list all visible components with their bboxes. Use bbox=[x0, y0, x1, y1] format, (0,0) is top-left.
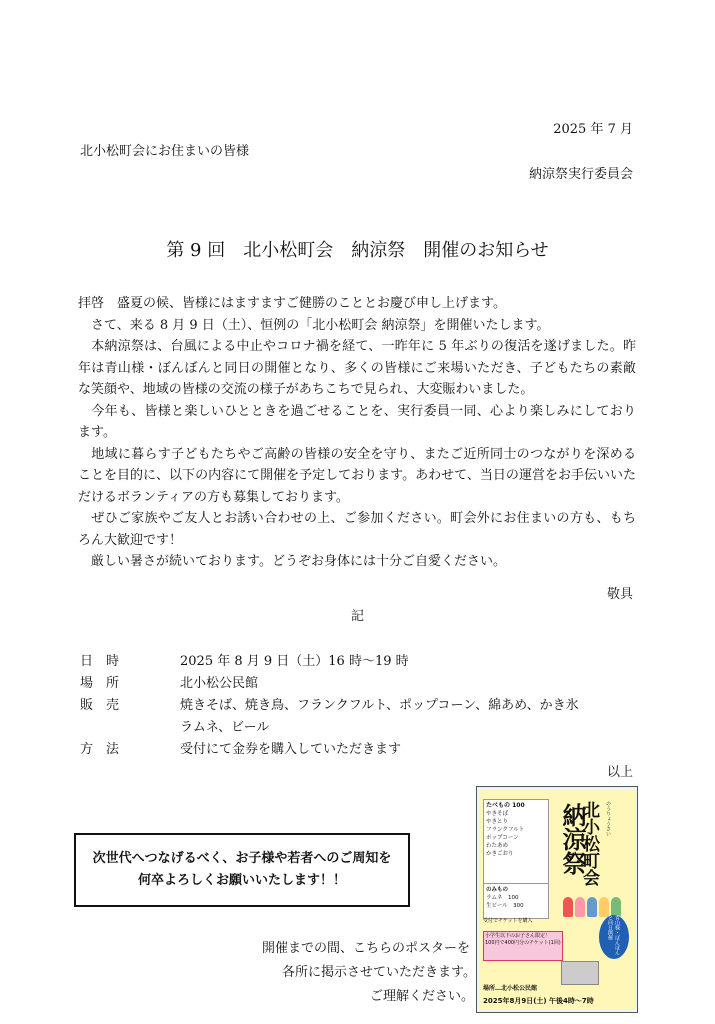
poster-venue: 場所…北小松公民館 bbox=[483, 985, 538, 992]
poster-note-line: 開催までの間、こちらのポスターを bbox=[262, 941, 471, 956]
body-paragraph: 拝啓 盛夏の候、皆様にはますますご健勝のこととお慶び申し上げます。 bbox=[78, 296, 506, 311]
detail-value: 2025 年 8 月 9 日（土）16 時～19 時 bbox=[180, 654, 409, 669]
kid-figure bbox=[599, 897, 609, 917]
poster-note-line: ご理解ください。 bbox=[370, 989, 475, 1004]
kids-ticket: 100円で400円分のチケット(1回) bbox=[485, 940, 561, 946]
detail-value: 北小松公民館 bbox=[180, 676, 259, 691]
body-paragraph: 今年も、皆様と楽しいひとときを過ごせることを、実行委員一同、心より楽しみにしております。 bbox=[78, 403, 636, 440]
poster-title-main: 納涼祭 bbox=[558, 803, 586, 875]
letter-sender: 納涼祭実行委員会 bbox=[528, 167, 633, 182]
detail-row-sales bbox=[80, 694, 579, 713]
detail-value: 受付にて金券を購入していただきます bbox=[180, 742, 402, 757]
detail-row-datetime bbox=[80, 650, 409, 669]
kid-figure bbox=[611, 897, 621, 917]
detail-row-sales-cont bbox=[80, 716, 270, 735]
menu-price: 100 bbox=[512, 802, 525, 809]
kid-figure bbox=[563, 897, 573, 917]
notice-line: 何卒よろしくお願いいたします！！ bbox=[137, 873, 346, 888]
detail-value: ラムネ、ビール bbox=[180, 720, 270, 735]
drink-item: 生ビール 300 bbox=[486, 903, 524, 909]
drink-item: ラムネ 100 bbox=[486, 895, 519, 901]
body-paragraph: 厳しい暑さが続いております。どうぞお身体には十分ご自愛ください。 bbox=[78, 554, 506, 569]
notice-box bbox=[74, 833, 410, 907]
body-paragraph: 地域に暮らす子どもたちやご高齢の皆様の安全を守り、またご近所同士のつながりを深めることを目的に、以下の内容にて開催を予定しております。あわせて、当日の運営をお手伝いいただけるボランティアの方も募集しております。 bbox=[78, 446, 636, 505]
detail-label: 日 時 bbox=[80, 654, 120, 669]
letter-addressee: 北小松町会にお住まいの皆様 bbox=[80, 144, 250, 159]
notice-line: 次世代へつなげるべく、お子様や若者へのご周知を bbox=[92, 851, 392, 866]
body-paragraph: ぜひご家族やご友人とお誘い合わせの上、ご参加ください。町会外にお住まいの方も、もちろん大歓迎です！ bbox=[78, 511, 636, 548]
ki-heading: 記 bbox=[350, 609, 364, 624]
menu-item: ポップコーン bbox=[486, 835, 519, 841]
poster-kids-illustration bbox=[563, 897, 625, 917]
kids-note: 小学生以下のお子さん限定！ bbox=[485, 933, 551, 939]
poster-kids-box bbox=[483, 931, 563, 961]
detail-row-method bbox=[80, 738, 402, 757]
poster-reading: のうりょうさい bbox=[605, 801, 611, 836]
poster-building-photo bbox=[561, 961, 599, 985]
kid-figure bbox=[587, 897, 597, 917]
end-ijou: 以上 bbox=[606, 765, 633, 780]
menu-item: やきそば bbox=[486, 811, 509, 817]
detail-value: 焼きそば、焼き鳥、フランクフルト、ポップコーン、綿あめ、かき氷 bbox=[180, 698, 579, 713]
menu-item: やきとり bbox=[486, 819, 509, 825]
letter-date: 2025 年 7 月 bbox=[553, 122, 633, 137]
kid-figure bbox=[575, 897, 585, 917]
menu-item: かきごおり bbox=[486, 851, 514, 857]
body-paragraph: 本納涼祭は、台風による中止やコロナ禍を経て、一昨年に 5 年ぶりの復活を遂げました。昨年は青山様・ぼんぼんと同日の開催となり、多くの皆様にご来場いただき、子どもたちの素敵な笑顔や、地域の皆様の交流の様子があちこちで見られ、大変賑わいました。 bbox=[78, 339, 636, 397]
poster-badge: 青山様・ぼんぼんと同日開催 bbox=[599, 915, 629, 959]
detail-label: 販 売 bbox=[80, 698, 120, 713]
poster-ticket-note: 受付でチケットを購入 bbox=[483, 918, 533, 924]
body-paragraph: さて、来る 8 月 9 日（土）、恒例の「北小松町会 納涼祭」を開催いたします。 bbox=[78, 317, 550, 333]
poster-food-menu bbox=[483, 799, 549, 885]
poster-title-top: 北小松町会 bbox=[579, 801, 599, 886]
page-title: 第 9 回 北小松町会 納涼祭 開催のお知らせ bbox=[166, 240, 549, 261]
detail-label: 場 所 bbox=[80, 676, 120, 691]
poster-drink-menu bbox=[483, 883, 549, 919]
festival-poster bbox=[476, 786, 638, 1013]
poster-note-line: 各所に掲示させていただきます。 bbox=[282, 965, 476, 980]
menu-item: フランクフルト bbox=[486, 827, 525, 833]
poster-date: 2025年8月9日(土) 午後4時～7時 bbox=[483, 997, 594, 1005]
closing-keigu: 敬具 bbox=[606, 587, 633, 602]
drink-heading: のみもの bbox=[486, 887, 509, 893]
letter-body bbox=[78, 293, 636, 573]
detail-row-place bbox=[80, 672, 259, 691]
detail-label: 方 法 bbox=[80, 742, 120, 757]
menu-heading: たべもの bbox=[486, 802, 511, 809]
menu-item: わたあめ bbox=[486, 843, 509, 849]
